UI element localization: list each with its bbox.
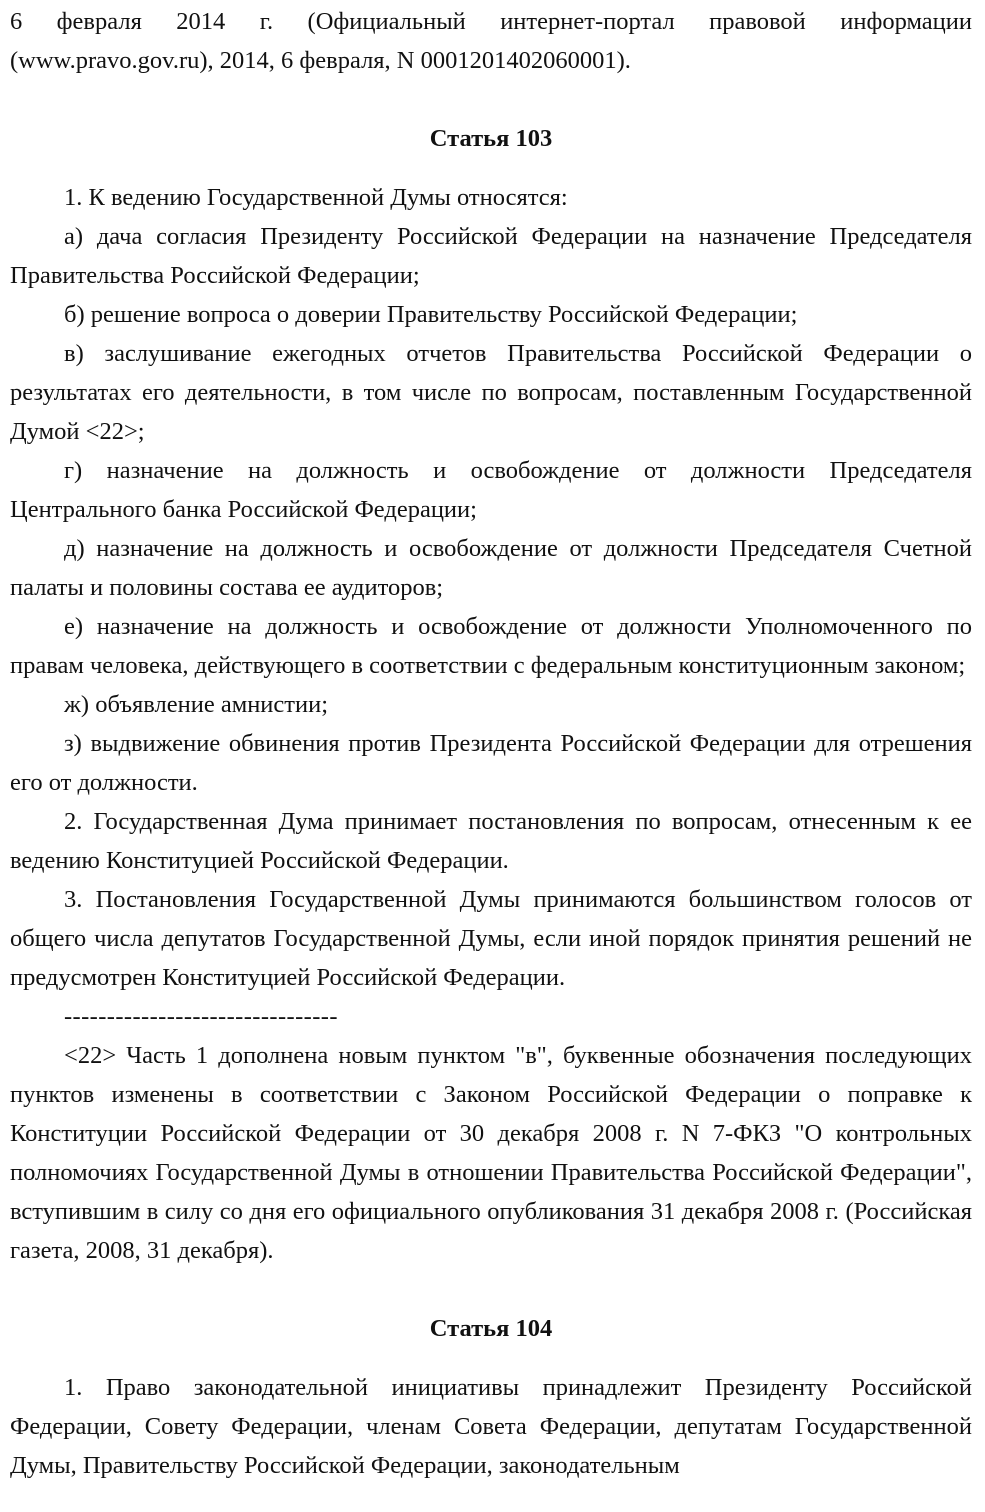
article-103-item-zh: ж) объявление амнистии; — [64, 691, 329, 718]
spacer — [10, 158, 972, 178]
intro-paragraph: 6 февраля 2014 г. (Официальный интернет-портал правовой информации (www.pravo.gov.ru), 2014, 6 февраля, N 0001201402060001). — [10, 8, 972, 74]
article-103-item-g: г) назначение на должность и освобождение от должности Председателя Центрального банка Российской Федерации; — [10, 457, 972, 523]
article-103-item-b: б) решение вопроса о доверии Правительству Российской Федерации; — [64, 301, 798, 328]
footnote-separator: -------------------------------- — [64, 1003, 338, 1030]
spacer — [10, 1348, 972, 1368]
article-103-item-z: з) выдвижение обвинения против Президента Российской Федерации для отрешения его от должности. — [10, 730, 972, 796]
spacer — [10, 80, 972, 119]
article-103-part-2: 2. Государственная Дума принимает постановления по вопросам, отнесенным к ее ведению Конституцией Российской Федерации. — [10, 808, 972, 874]
document-page — [10, 2, 972, 1485]
article-103-title: Статья 103 — [429, 125, 553, 152]
footnote-22: <22> Часть 1 дополнена новым пунктом "в", буквенные обозначения последующих пунктов изменены в соответствии с Законом Российской Федерации о поправке к Конституции Российской Федерации от 30 декабря 2008 г. N 7-ФКЗ "О контрольных полномочиях Государственной Думы в отношении Правительства Российской Федерации", вступившим в силу со дня его официального опубликования 31 декабря 2008 г. (Российская газета, 2008, 31 декабря). — [10, 1042, 972, 1264]
article-104-part-1: 1. Право законодательной инициативы принадлежит Президенту Российской Федерации, Совету Федерации, членам Совета Федерации, депутатам Государственной Думы, Правительству Российской Федерации, законодательным — [10, 1374, 972, 1479]
article-103-item-v: в) заслушивание ежегодных отчетов Правительства Российской Федерации о результатах его деятельности, в том числе по вопросам, поставленным Государственной Думой <22>; — [10, 340, 972, 445]
article-103-part-1: 1. К ведению Государственной Думы относятся: — [64, 184, 568, 211]
article-103-part-3: 3. Постановления Государственной Думы принимаются большинством голосов от общего числа депутатов Государственной Думы, если иной порядок принятия решений не предусмотрен Конституцией Российской Федерации. — [10, 886, 972, 991]
spacer — [10, 1270, 972, 1309]
article-104-title: Статья 104 — [429, 1315, 553, 1342]
article-103-item-d: д) назначение на должность и освобождение от должности Председателя Счетной палаты и половины состава ее аудиторов; — [10, 535, 972, 601]
article-103-item-a: а) дача согласия Президенту Российской Федерации на назначение Председателя Правительства Российской Федерации; — [10, 223, 972, 289]
article-103-item-e: е) назначение на должность и освобождение от должности Уполномоченного по правам человека, действующего в соответствии с федеральным конституционным законом; — [10, 613, 972, 679]
